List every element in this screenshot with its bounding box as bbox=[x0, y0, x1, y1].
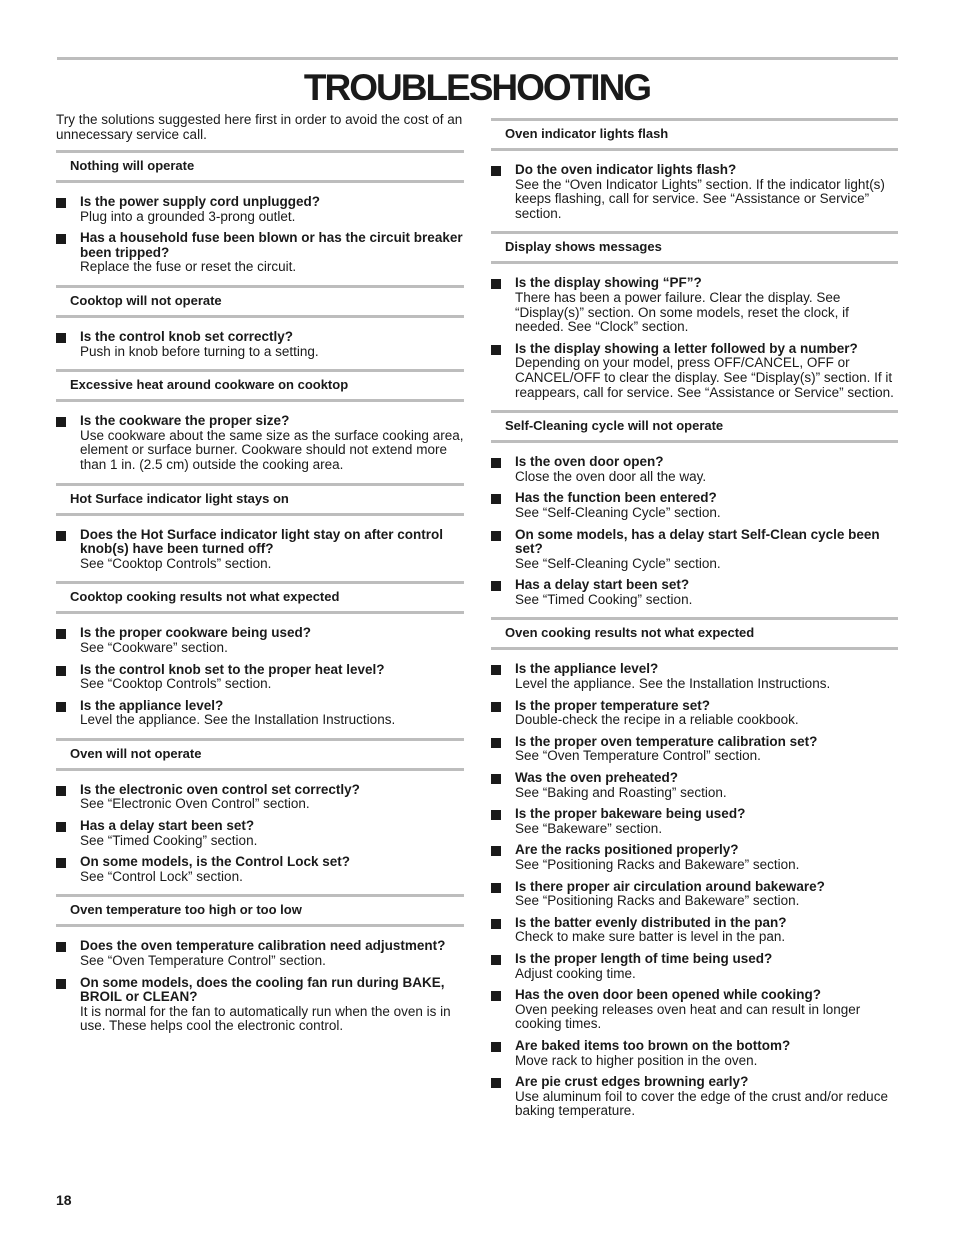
answer-text: Check to make sure batter is level in the pan. bbox=[515, 929, 786, 945]
question-list bbox=[491, 662, 898, 1118]
section-header: Oven will not operate bbox=[56, 738, 464, 771]
section-header: Display shows messages bbox=[491, 231, 898, 264]
answer-text: See “Oven Temperature Control” section. bbox=[515, 748, 761, 764]
question-text: Is the electronic oven control set correctly? bbox=[80, 781, 360, 797]
list-item bbox=[491, 988, 898, 1032]
question-text: Is the batter evenly distributed in the pan? bbox=[515, 914, 787, 930]
square-bullet-icon bbox=[56, 786, 66, 796]
answer-text: See “Timed Cooking” section. bbox=[515, 591, 693, 607]
question-text: Is the control knob set correctly? bbox=[80, 328, 294, 344]
section-cooktop-cooking-results-not-what-expected bbox=[56, 581, 464, 728]
square-bullet-icon bbox=[491, 702, 501, 712]
list-item bbox=[56, 939, 464, 968]
question-text: Has the oven door been opened while cooking? bbox=[515, 987, 822, 1003]
square-bullet-icon bbox=[491, 166, 501, 176]
list-item bbox=[491, 1075, 898, 1119]
question-text: Is the appliance level? bbox=[515, 661, 659, 677]
section-display-shows-messages bbox=[491, 231, 898, 400]
section-oven-cooking-results-not-what-expected bbox=[491, 617, 898, 1118]
question-text: Is the display showing “PF”? bbox=[515, 275, 702, 291]
list-item bbox=[56, 330, 464, 359]
answer-text: See “Bakeware” section. bbox=[515, 820, 663, 836]
list-item bbox=[491, 880, 898, 909]
list-item bbox=[56, 976, 464, 1034]
square-bullet-icon bbox=[56, 333, 66, 343]
question-text: Is the proper bakeware being used? bbox=[515, 806, 746, 822]
square-bullet-icon bbox=[491, 665, 501, 675]
question-list bbox=[56, 626, 464, 728]
list-item bbox=[491, 952, 898, 981]
section-excessive-heat-around-cookware-on-cooktop bbox=[56, 369, 464, 472]
square-bullet-icon bbox=[491, 955, 501, 965]
answer-text: See “Positioning Racks and Bakeware” section. bbox=[515, 893, 800, 909]
question-text: Is the power supply cord unplugged? bbox=[80, 194, 321, 209]
question-text: Are baked items too brown on the bottom? bbox=[515, 1037, 791, 1053]
list-item bbox=[491, 491, 898, 520]
answer-text: See “Cooktop Controls” section. bbox=[80, 555, 272, 571]
section-header: Nothing will operate bbox=[56, 150, 464, 183]
square-bullet-icon bbox=[56, 666, 66, 676]
list-item bbox=[491, 662, 898, 691]
answer-text: See “Cooktop Controls” section. bbox=[80, 676, 272, 692]
question-list bbox=[491, 276, 898, 400]
square-bullet-icon bbox=[491, 531, 501, 541]
list-item bbox=[56, 783, 464, 812]
question-text: Are pie crust edges browning early? bbox=[515, 1074, 749, 1090]
section-header: Oven temperature too high or too low bbox=[56, 894, 464, 927]
question-text: Is the cookware the proper size? bbox=[80, 413, 290, 429]
question-text: Has the function been entered? bbox=[515, 490, 717, 506]
section-header: Excessive heat around cookware on cooktop bbox=[56, 369, 464, 402]
question-text: Is the control knob set to the proper heat level? bbox=[80, 661, 385, 677]
list-item bbox=[491, 807, 898, 836]
answer-text: See “Timed Cooking” section. bbox=[80, 832, 258, 848]
answer-text: Replace the fuse or reset the circuit. bbox=[80, 259, 297, 275]
question-text: Does the Hot Surface indicator light stay on after control knob(s) have been turned off? bbox=[80, 526, 444, 557]
question-list bbox=[56, 939, 464, 1034]
list-item bbox=[491, 843, 898, 872]
question-text: Are the racks positioned properly? bbox=[515, 842, 739, 858]
answer-text: Oven peeking releases oven heat and can result in longer cooking times. bbox=[515, 1001, 861, 1032]
answer-text: Double-check the recipe in a reliable cookbook. bbox=[515, 712, 799, 728]
left-sections bbox=[56, 150, 464, 1034]
square-bullet-icon bbox=[491, 1078, 501, 1088]
answer-text: It is normal for the fan to automatically run when the oven is in use. These helps cool the electronic control. bbox=[80, 1003, 451, 1034]
square-bullet-icon bbox=[491, 846, 501, 856]
answer-text: There has been a power failure. Clear the display. See “Display(s)” section. On some models, reset the clock, if needed. See “Clock” section. bbox=[515, 289, 849, 335]
answer-text: Level the appliance. See the Installation Instructions. bbox=[80, 712, 396, 728]
question-text: Is the display showing a letter followed by a number? bbox=[515, 340, 858, 356]
question-list bbox=[56, 783, 464, 885]
question-text: Is the proper length of time being used? bbox=[515, 950, 773, 966]
answer-text: See “Electronic Oven Control” section. bbox=[80, 796, 310, 812]
question-list bbox=[56, 414, 464, 472]
question-text: Has a household fuse been blown or has the circuit breaker been tripped? bbox=[80, 230, 463, 260]
square-bullet-icon bbox=[491, 494, 501, 504]
answer-text: See “Baking and Roasting” section. bbox=[515, 784, 727, 800]
question-list bbox=[491, 455, 898, 607]
list-item bbox=[491, 771, 898, 800]
answer-text: Use cookware about the same size as the surface cooking area, element or surface burner. Cookware should not extend more than 1 in. (2.5 cm) outside the cooking area. bbox=[80, 427, 464, 472]
answer-text: See “Positioning Racks and Bakeware” section. bbox=[515, 857, 800, 872]
square-bullet-icon bbox=[56, 198, 66, 208]
square-bullet-icon bbox=[491, 883, 501, 893]
answer-text: Move rack to higher position in the oven. bbox=[515, 1052, 758, 1068]
square-bullet-icon bbox=[491, 774, 501, 784]
section-cooktop-will-not-operate bbox=[56, 285, 464, 359]
square-bullet-icon bbox=[491, 345, 501, 355]
section-header: Oven indicator lights flash bbox=[491, 118, 898, 151]
square-bullet-icon bbox=[491, 810, 501, 820]
list-item bbox=[56, 663, 464, 692]
list-item bbox=[56, 626, 464, 655]
list-item bbox=[56, 819, 464, 848]
question-text: On some models, does the cooling fan run during BAKE, BROIL or CLEAN? bbox=[80, 974, 445, 1005]
square-bullet-icon bbox=[491, 458, 501, 468]
section-header: Cooktop will not operate bbox=[56, 285, 464, 318]
list-item bbox=[491, 276, 898, 334]
page-number: 18 bbox=[56, 1192, 72, 1208]
question-text: Does the oven temperature calibration need adjustment? bbox=[80, 938, 446, 954]
answer-text: See “Self-Cleaning Cycle” section. bbox=[515, 504, 721, 520]
answer-text: See “Control Lock” section. bbox=[80, 868, 243, 884]
answer-text: Close the oven door all the way. bbox=[515, 468, 707, 484]
answer-text: Depending on your model, press OFF/CANCEL, OFF or CANCEL/OFF to clear the display. See “Display(s)” section. If it reappears, call for service. See “Assistance or Service” section. bbox=[515, 355, 894, 400]
answer-text: Use aluminum foil to cover the edge of the crust and/or reduce baking temperature. bbox=[515, 1088, 888, 1119]
section-header: Self-Cleaning cycle will not operate bbox=[491, 410, 898, 443]
right-column bbox=[491, 118, 898, 1129]
list-item bbox=[491, 916, 898, 945]
section-header: Oven cooking results not what expected bbox=[491, 617, 898, 650]
list-item bbox=[491, 735, 898, 764]
list-item bbox=[491, 1039, 898, 1068]
square-bullet-icon bbox=[491, 581, 501, 591]
question-text: Has a delay start been set? bbox=[515, 577, 690, 593]
square-bullet-icon bbox=[56, 979, 66, 989]
square-bullet-icon bbox=[491, 991, 501, 1001]
list-item bbox=[56, 528, 464, 572]
question-text: Was the oven preheated? bbox=[515, 770, 679, 786]
answer-text: See “Self-Cleaning Cycle” section. bbox=[515, 555, 721, 571]
square-bullet-icon bbox=[56, 417, 66, 427]
square-bullet-icon bbox=[491, 1042, 501, 1052]
right-sections bbox=[491, 118, 898, 1119]
intro-text: Try the solutions suggested here first in order to avoid the cost of an unnecessary service call. bbox=[56, 112, 463, 142]
square-bullet-icon bbox=[56, 942, 66, 952]
square-bullet-icon bbox=[56, 531, 66, 541]
left-column bbox=[56, 112, 464, 1044]
question-text: Is the appliance level? bbox=[80, 697, 224, 713]
answer-text: Plug into a grounded 3-prong outlet. bbox=[80, 208, 296, 224]
square-bullet-icon bbox=[56, 702, 66, 712]
page-title: TROUBLESHOOTING bbox=[303, 67, 651, 108]
answer-text: See “Cookware” section. bbox=[80, 639, 228, 655]
list-item bbox=[491, 699, 898, 728]
question-text: Has a delay start been set? bbox=[80, 818, 255, 834]
list-item bbox=[491, 163, 898, 221]
square-bullet-icon bbox=[491, 738, 501, 748]
list-item bbox=[491, 528, 898, 572]
list-item bbox=[56, 855, 464, 884]
question-text: Do the oven indicator lights flash? bbox=[515, 162, 737, 177]
question-list bbox=[56, 528, 464, 572]
list-item bbox=[56, 195, 464, 224]
list-item bbox=[56, 414, 464, 472]
question-list bbox=[56, 330, 464, 359]
question-text: Is the proper temperature set? bbox=[515, 697, 711, 713]
square-bullet-icon bbox=[491, 279, 501, 289]
question-text: Is the proper cookware being used? bbox=[80, 625, 312, 641]
question-list bbox=[491, 163, 898, 221]
answer-text: Level the appliance. See the Installation Instructions. bbox=[515, 676, 831, 692]
section-header: Cooktop cooking results not what expected bbox=[56, 581, 464, 614]
list-item bbox=[491, 342, 898, 400]
question-text: Is the oven door open? bbox=[515, 454, 664, 470]
answer-text: Adjust cooking time. bbox=[515, 965, 636, 981]
square-bullet-icon bbox=[56, 629, 66, 639]
question-text: Is there proper air circulation around bakeware? bbox=[515, 878, 825, 894]
question-text: On some models, has a delay start Self-Clean cycle been set? bbox=[515, 526, 880, 557]
section-self-cleaning-cycle-will-not-operate bbox=[491, 410, 898, 607]
answer-text: See the “Oven Indicator Lights” section. If the indicator light(s) keeps flashing, call for service. See “Assistance or Service” section. bbox=[515, 176, 885, 221]
square-bullet-icon bbox=[56, 858, 66, 868]
answer-text: Push in knob before turning to a setting. bbox=[80, 343, 319, 359]
square-bullet-icon bbox=[56, 234, 66, 244]
answer-text: See “Oven Temperature Control” section. bbox=[80, 953, 326, 969]
question-text: Is the proper oven temperature calibration set? bbox=[515, 733, 818, 749]
question-list bbox=[56, 195, 464, 275]
list-item bbox=[491, 455, 898, 484]
section-hot-surface-indicator-light-stays-on bbox=[56, 483, 464, 572]
question-text: On some models, is the Control Lock set? bbox=[80, 854, 351, 870]
list-item bbox=[491, 578, 898, 607]
section-oven-temperature-too-high-or-too-low bbox=[56, 894, 464, 1034]
square-bullet-icon bbox=[56, 822, 66, 832]
square-bullet-icon bbox=[491, 919, 501, 929]
list-item bbox=[56, 231, 464, 275]
section-nothing-will-operate bbox=[56, 150, 464, 275]
section-header: Hot Surface indicator light stays on bbox=[56, 483, 464, 516]
section-oven-will-not-operate bbox=[56, 738, 464, 885]
list-item bbox=[56, 699, 464, 728]
section-oven-indicator-lights-flash bbox=[491, 118, 898, 221]
top-rule bbox=[57, 57, 898, 60]
